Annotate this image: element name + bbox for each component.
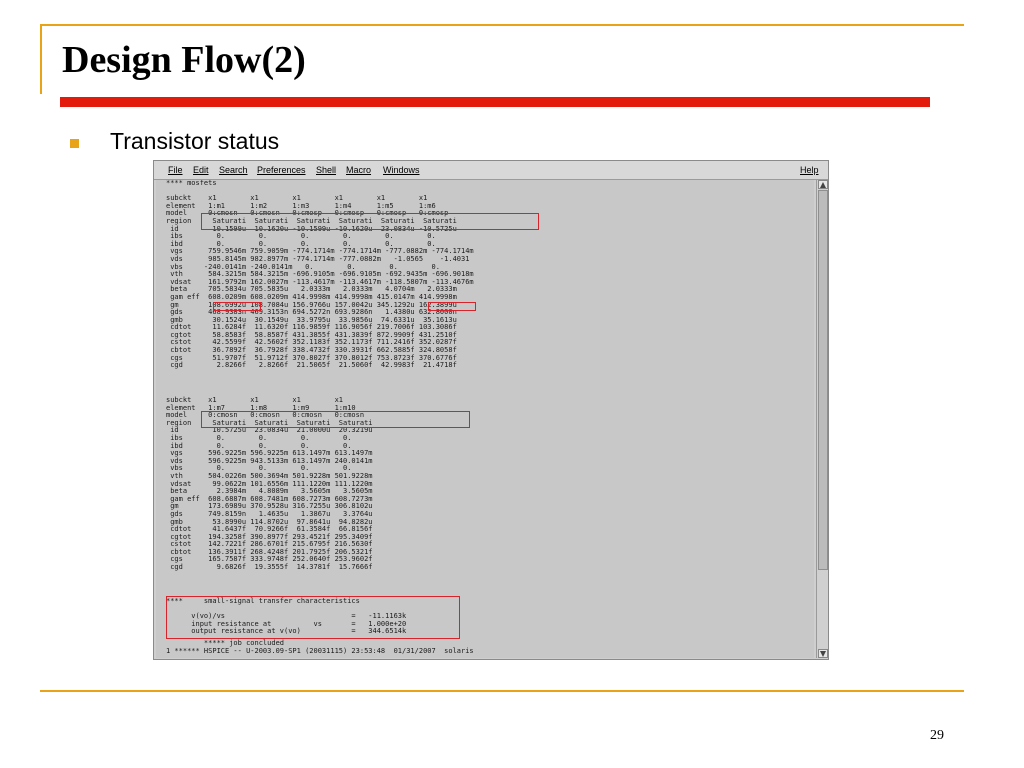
highlight-gm-m5 [428,302,476,311]
highlight-gm-m1 [213,302,261,311]
vertical-scrollbar[interactable] [816,180,828,658]
highlight-model-region-2 [201,411,470,428]
menu-search[interactable]: Search [219,165,248,175]
menu-edit[interactable]: Edit [193,165,209,175]
mosfet-table-1: **** mosfets subckt x1 x1 x1 x1 x1 x1 element 1:m1 1:m2 1:m3 1:m4 1:m5 1:m6 model 0:cmosn 0:cmosn 0:cmosp 0:cmosp 0:cmosp 0:cmosp region Saturati Saturati Saturati Saturati Saturati Saturati id 10.1599u 10.1620u -10.1599u -10.1620u 23.0834u -10.5725u ibs 0. 0. 0. 0. 0. 0. ibd 0. 0. 0. 0. 0. 0. vgs 759.9546m 759.9059m -774.1714m -774.1714m -777.0882m -774.1714m vds 985.8145m 982.8977m -774.1714m -777.0882m -1.0565 -1.4031 vbs -240.0141m -240.0141m 0. 0. 0. 0. vth 584.3215m 584.3215m -696.9105m -696.9105m -692.9435m -696.9018m vdsat 161.9792m 162.0027m -113.4617m -113.4617m -118.5807m -113.4676m beta 705.5834u 705.5835u 2.0333m 2.0333m 4.0704m 2.0333m gam eff 608.0209m 608.0209m 414.9998m 414.9998m 415.0147m 414.9998m gm 108.6992u 108.7084u 156.9766u 157.0042u 345.1292u 162.3899u gds 468.9383n 469.3153n 694.5272n 693.9286n 1.4380u 632.8000n gmb 30.1524u 30.1549u 33.9795u 33.9856u 74.6331u 35.1613u cdtot 11.6284f 11.6320f 116.9859f 116.9056f 219.7006f 103.3086f cgtot 58.8583f 58.8587f 431.3855f 431.3839f 872.9909f 431.2510f cstot 42.5599f 42.5602f 352.1183f 352.1173f 711.2416f 352.0287f cbtot 36.7892f 36.7928f 338.4732f 330.3931f 662.5885f 324.8058f cgs 51.9707f 51.9712f 370.8027f 370.8012f 753.8723f 370.6776f cgd 2.8266f 2.8266f 21.5065f 21.5060f 42.9983f 21.4718f [166,180,474,370]
left-accent-bar [40,24,42,94]
menu-file[interactable]: File [168,165,183,175]
menu-help[interactable]: Help [800,165,819,175]
menu-shell[interactable]: Shell [316,165,337,175]
title-underline-bar [60,97,930,107]
editor-window [153,160,829,660]
bullet-square-icon [70,139,79,148]
menu-bar [154,161,828,180]
top-accent-line [40,24,964,26]
scroll-up-arrow-icon[interactable] [818,180,828,189]
transfer-characteristics: **** small-signal transfer characteristics v(vo)/vs = -11.1163k input resistance at vs = 1.000e+20 output resistance at v(vo) = 344.6514k [166,597,407,636]
scroll-down-arrow-icon[interactable] [818,649,828,658]
highlight-model-region-1 [201,213,539,230]
scroll-thumb[interactable] [818,190,828,570]
page-number: 29 [930,728,944,743]
mosfet-table-2: subckt x1 x1 x1 x1 element 1:m7 1:m8 1:m9 1:m10 model 0:cmosn 0:cmosn 0:cmosn 0:cmosn region Saturati Saturati Saturati Saturati id 10.5725u 23.0834u 21.0000u 20.3219u ibs 0. 0. 0. 0. ibd 0. 0. 0. 0. vgs 596.9225m 596.9225m 613.1497m 613.1497m vds 596.9225m 943.5133m 613.1497m 240.0141m vbs 0. 0. 0. 0. vth 504.0226m 500.3694m 501.9228m 501.9228m vdsat 99.0622m 101.6556m 111.1220m 111.1220m beta 2.3984m 4.8089m 3.5605m 3.5605m gam eff 608.6887m 608.7481m 608.7273m 608.7273m gm 173.6989u 370.9528u 316.7255u 306.8102u gds 749.8159n 1.4635u 1.3867u 3.3764u gmb 53.8990u 114.8702u 97.8641u 94.8282u cdtot 41.6437f 70.9266f 61.3584f 66.8156f cgtot 194.3258f 390.8977f 293.4521f 295.3409f cstot 142.7221f 286.6701f 215.6795f 216.5630f cbtot 136.3911f 268.4248f 201.7925f 206.5321f cgs 165.7587f 333.9748f 252.0640f 253.9602f cgd 9.6826f 19.3555f 14.3781f 15.7666f [166,396,373,572]
menu-preferences[interactable]: Preferences [257,165,306,175]
menu-windows[interactable]: Windows [383,165,420,175]
menu-macro[interactable]: Macro [346,165,372,175]
slide-title: Design Flow(2) [62,39,306,81]
output-text-area[interactable] [156,180,814,658]
bottom-accent-line [40,690,964,692]
job-concluded-footer: ***** job concluded 1 ****** HSPICE -- U-2003.09-SP1 (20031115) 23:53:48 01/31/2007 solaris [166,639,474,655]
highlight-transfer-characteristics [166,596,460,639]
bullet-text: Transistor status [110,128,280,154]
